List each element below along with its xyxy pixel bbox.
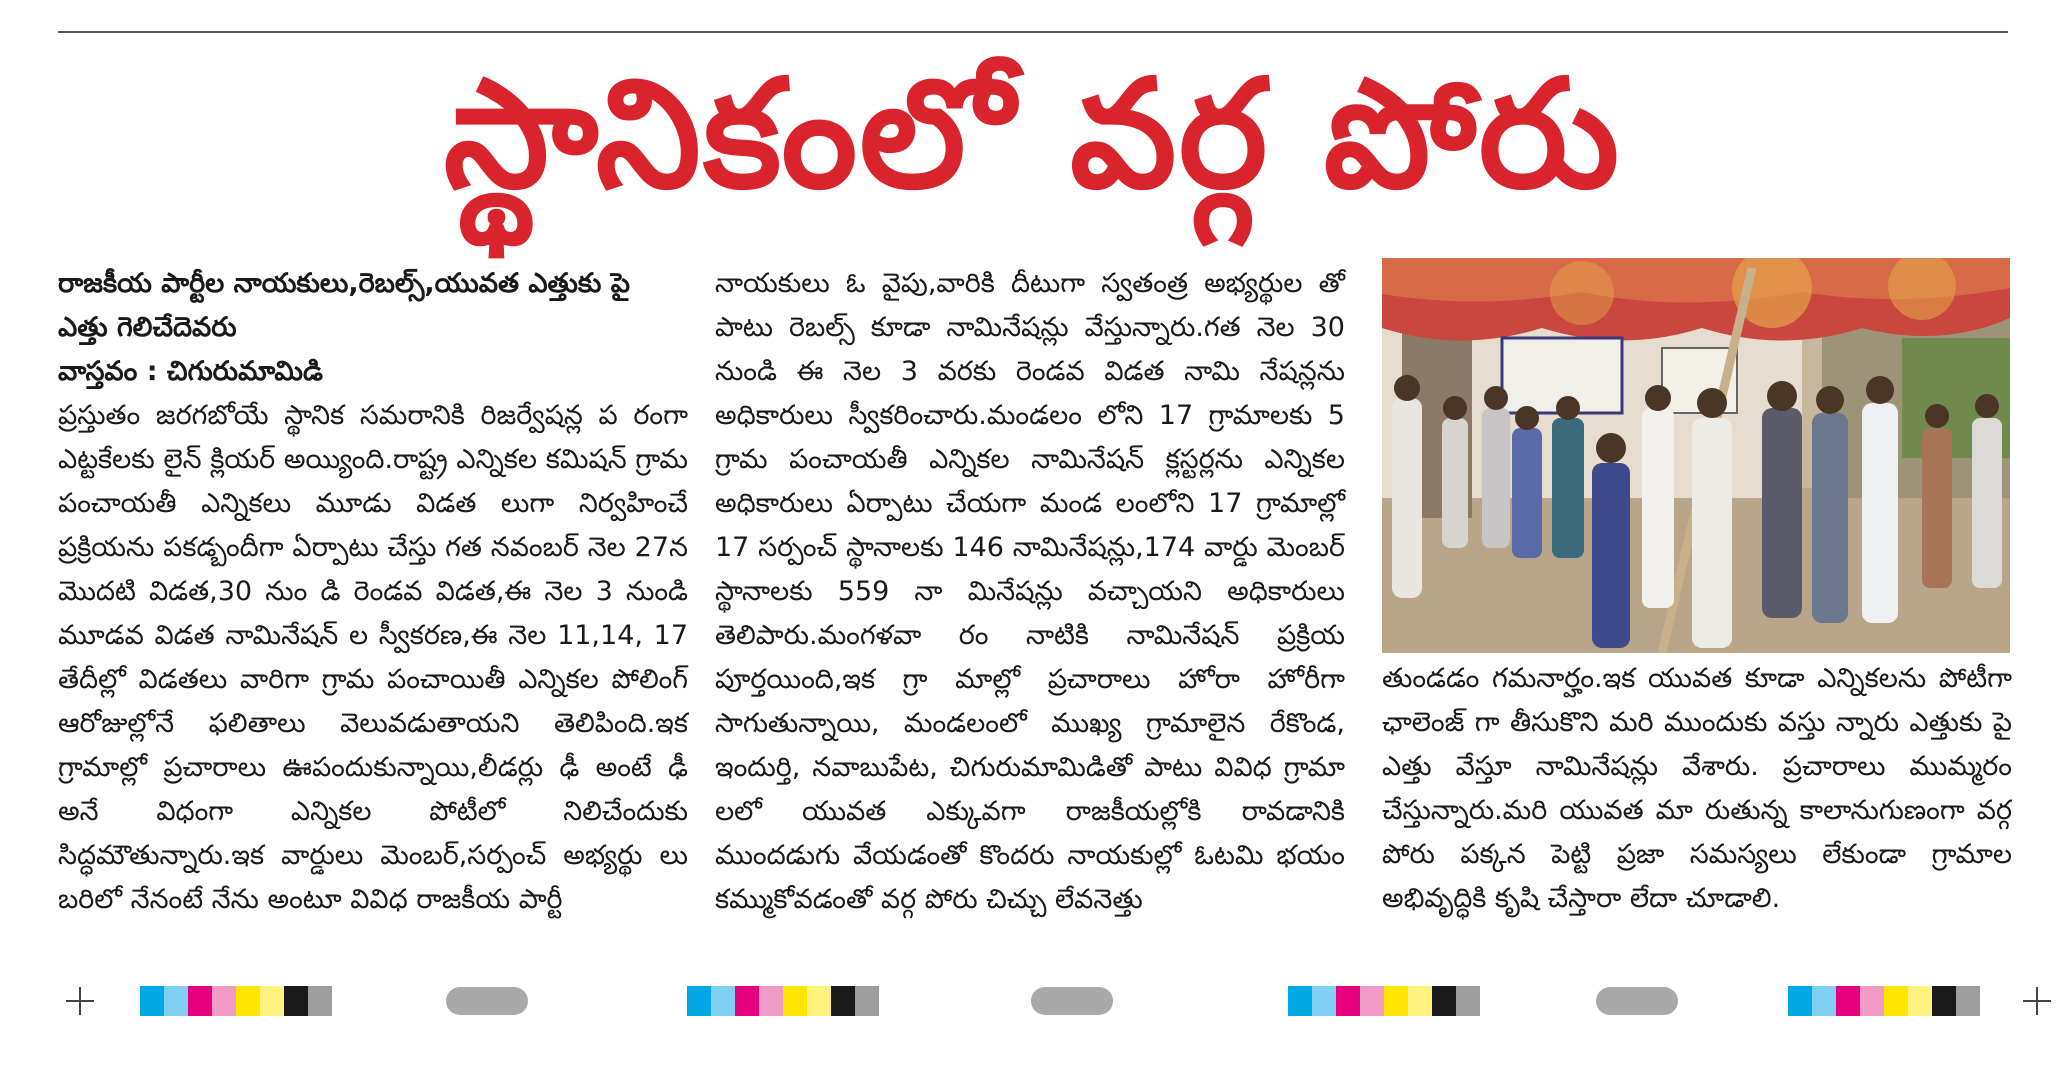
subheadline — [58, 262, 688, 350]
color-swatch — [1860, 986, 1884, 1016]
color-swatch — [783, 986, 807, 1016]
color-swatch — [188, 986, 212, 1016]
subheadline-line-2: ఎత్తు గెలిచేదెవరు — [58, 312, 237, 343]
top-rule — [58, 31, 2008, 33]
gray-pill-3 — [1596, 987, 1678, 1015]
color-swatch — [308, 986, 332, 1016]
color-swatch — [1288, 986, 1312, 1016]
color-swatch — [1788, 986, 1812, 1016]
registration-mark-left — [66, 987, 94, 1015]
gray-pill-2 — [1031, 987, 1113, 1015]
color-swatch — [1408, 986, 1432, 1016]
news-photo — [1382, 258, 2010, 653]
subheadline-line-1: రాజకీయ పార్టీల నాయకులు,రెబల్స్,యువత ఎత్తుకు పై — [58, 268, 630, 299]
color-swatch — [212, 986, 236, 1016]
photo-nomination-centre-crowd — [1382, 258, 2010, 653]
color-swatch — [1884, 986, 1908, 1016]
color-swatch — [831, 986, 855, 1016]
color-swatch — [1432, 986, 1456, 1016]
color-swatch — [140, 986, 164, 1016]
article-column-2 — [715, 262, 1345, 922]
color-bar-2 — [687, 986, 879, 1016]
color-swatch — [1956, 986, 1980, 1016]
color-bar-1 — [140, 986, 332, 1016]
color-swatch — [687, 986, 711, 1016]
color-swatch — [1908, 986, 1932, 1016]
article-column-3 — [1382, 657, 2012, 921]
color-swatch — [807, 986, 831, 1016]
registration-mark-right — [2023, 987, 2051, 1015]
color-swatch — [1456, 986, 1480, 1016]
body-text-2: నాయకులు ఓ వైపు,వారికి దీటుగా స్వతంత్ర అభ్యర్థుల తో పాటు రెబల్స్ కూడా నామినేషన్లు వేస్తున్నారు.గత నెల 30 నుండి ఈ నెల 3 వరకు రెండవ విడత నామి నేషన్లను అధికారులు స్వీకరించారు.మండలం లోని 17 గ్రామాలకు 5 గ్రామ పంచాయతీ ఎన్నికల నామినేషన్ క్లస్టర్లను ఎన్నికల అధికారులు ఏర్పాటు చేయగా మండ లంలోని 17 గ్రామాల్లో 17 సర్పంచ్ స్థానాలకు 146 నామినేషన్లు,174 వార్డు మెంబర్ స్థానాలకు 559 నా మినేషన్లు వచ్చాయని అధికారులు తెలిపారు.మంగళవా రం నాటికి నామినేషన్ ప్రక్రియ పూర్తయింది,ఇక గ్రా మాల్లో ప్రచారాలు హోరా హోరీగా సాగుతున్నాయి, మండలంలో ముఖ్య గ్రామాలైన రేకొండ, ఇందుర్తి, నవాబుపేట, చిగురుమామిడితో పాటు వివిధ గ్రామా లలో యువత ఎక్కువగా రాజకీయల్లోకి రావడానికి ముందడుగు వేయడంతో కొందరు నాయకుల్లో ఓటమి భయం కమ్ముకోవడంతో వర్గ పోరు చిచ్చు లేవనెత్తు — [715, 268, 1345, 915]
color-swatch — [236, 986, 260, 1016]
headline: స్థానికంలో వర్గ పోరు — [443, 48, 1622, 222]
color-swatch — [1336, 986, 1360, 1016]
color-swatch — [1932, 986, 1956, 1016]
color-swatch — [284, 986, 308, 1016]
color-swatch — [1836, 986, 1860, 1016]
color-swatch — [759, 986, 783, 1016]
gray-pill-1 — [446, 987, 528, 1015]
article-column-1 — [58, 262, 688, 922]
color-swatch — [1360, 986, 1384, 1016]
color-swatch — [735, 986, 759, 1016]
color-swatch — [1384, 986, 1408, 1016]
color-swatch — [164, 986, 188, 1016]
color-bar-4 — [1788, 986, 1980, 1016]
color-swatch — [260, 986, 284, 1016]
byline: వాస్తవం : చిగురుమామిడి — [58, 356, 323, 387]
color-swatch — [1312, 986, 1336, 1016]
color-swatch — [711, 986, 735, 1016]
body-text-3: తుండడం గమనార్హం.ఇక యువత కూడా ఎన్నికలను పోటీగా ఛాలెంజ్ గా తీసుకొని మరి ముందుకు వస్తు న్నారు ఎత్తుకు పై ఎత్తు వేస్తూ నామినేషన్లు వేశారు. ప్రచారాలు ముమ్మరం చేస్తున్నారు.మరి యువత మా రుతున్న కాలానుగుణంగా వర్గ పోరు పక్కన పెట్టి ప్రజా సమస్యలు లేకుండా గ్రామాల అభివృద్ధికి కృషి చేస్తారా లేదా చూడాలి. — [1382, 663, 2012, 914]
color-swatch — [1812, 986, 1836, 1016]
body-text-1: ప్రస్తుతం జరగబోయే స్థానిక సమరానికి రిజర్వేషన్ల ప రంగా ఎట్టకేలకు లైన్ క్లియర్ అయ్యింది.రాష్ట్ర ఎన్నికల కమిషన్ గ్రామ పంచాయతీ ఎన్నికలు మూడు విడత లుగా నిర్వహించే ప్రక్రియను పకడ్బందీగా ఏర్పాటు చేస్తు గత నవంబర్ నెల 27న మొదటి విడత,30 నుం డి రెండవ విడత,ఈ నెల 3 నుండి మూడవ విడత నామినేషన్ ల స్వీకరణ,ఈ నెల 11,14, 17 తేదీల్లో విడతలు వారిగా గ్రామ పంచాయితీ ఎన్నికల పోలింగ్ ఆరోజుల్లోనే ఫలితాలు వెలువడుతాయని తెలిపింది.ఇక గ్రామాల్లో ప్రచారాలు ఊపందుకున్నాయి,లీడర్లు ఢీ అంటే ఢీ అనే విధంగా ఎన్నికల పోటీలో నిలిచేందుకు సిద్ధమౌతున్నారు.ఇక వార్డులు మెంబర్,సర్పంచ్ అభ్యర్థు లు బరిలో నేనంటే నేను అంటూ వివిధ రాజకీయ పార్టీ — [58, 400, 688, 915]
color-swatch — [855, 986, 879, 1016]
color-bar-3 — [1288, 986, 1480, 1016]
